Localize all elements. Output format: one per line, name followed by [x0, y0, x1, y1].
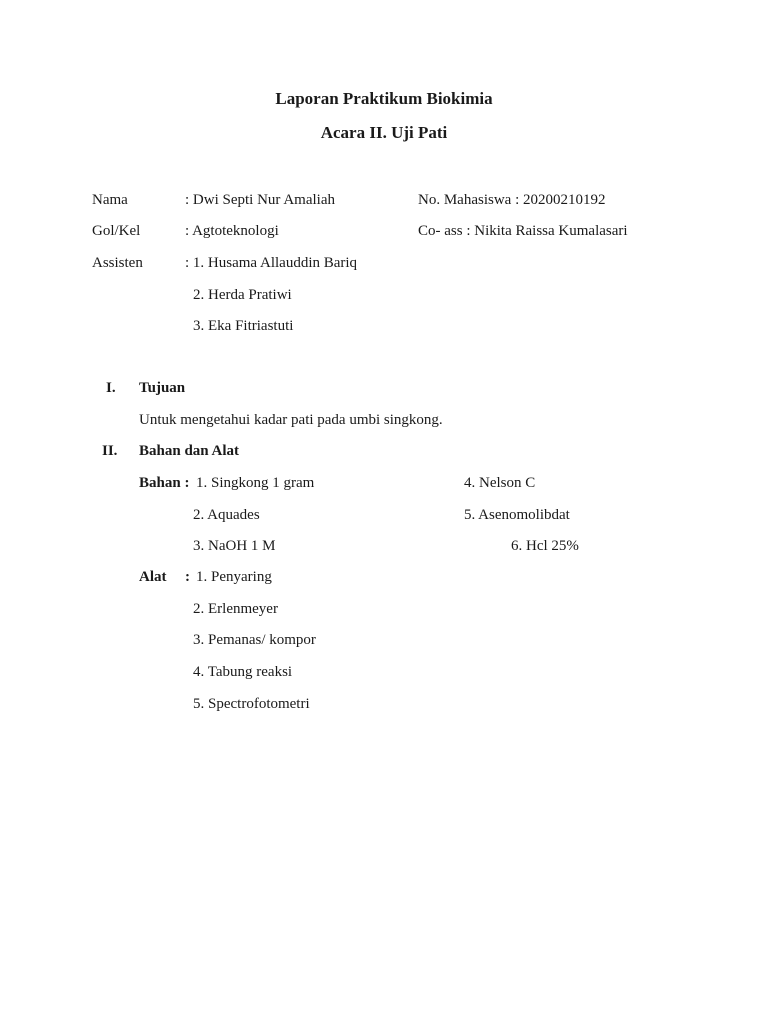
alat-label: Alat — [139, 569, 167, 585]
alat-item: 1. Penyaring — [196, 569, 272, 585]
alat-item: 4. Tabung reaksi — [193, 664, 293, 680]
section-1-body: Untuk mengetahui kadar pati pada umbi singkong. — [139, 412, 443, 428]
nama-label: Nama — [92, 192, 128, 208]
document-subtitle: Acara II. Uji Pati — [320, 123, 448, 142]
section-1-number: I. — [106, 380, 116, 396]
bahan-item: 2. Aquades — [193, 507, 260, 523]
golkel-label: Gol/Kel — [92, 223, 141, 239]
bahan-item: 6. Hcl 25% — [511, 538, 579, 554]
golkel-value: : Agtoteknologi — [185, 223, 279, 239]
alat-item: 5. Spectrofotometri — [193, 696, 310, 712]
assistant-2: 2. Herda Pratiwi — [193, 287, 292, 303]
alat-colon: : — [185, 569, 190, 585]
alat-item: 2. Erlenmeyer — [193, 601, 278, 617]
section-2-number: II. — [102, 443, 118, 459]
bahan-item: 1. Singkong 1 gram — [196, 475, 315, 491]
bahan-label: Bahan : — [139, 475, 190, 491]
bahan-item: 5. Asenomolibdat — [464, 507, 570, 523]
document-title: Laporan Praktikum Biokimia — [275, 89, 493, 108]
nama-value: : Dwi Septi Nur Amaliah — [185, 192, 335, 208]
student-number: No. Mahasiswa : 20200210192 — [418, 192, 606, 208]
assistant-3: 3. Eka Fitriastuti — [193, 318, 294, 334]
assistant-1: : 1. Husama Allauddin Bariq — [185, 255, 358, 271]
co-assistant: Co- ass : Nikita Raissa Kumalasari — [418, 223, 628, 239]
alat-item: 3. Pemanas/ kompor — [193, 632, 316, 648]
section-1-heading: Tujuan — [139, 380, 186, 396]
assistant-label: Assisten — [92, 255, 143, 271]
section-2-heading: Bahan dan Alat — [139, 443, 240, 459]
bahan-item: 4. Nelson C — [464, 475, 536, 491]
bahan-item: 3. NaOH 1 M — [193, 538, 276, 554]
